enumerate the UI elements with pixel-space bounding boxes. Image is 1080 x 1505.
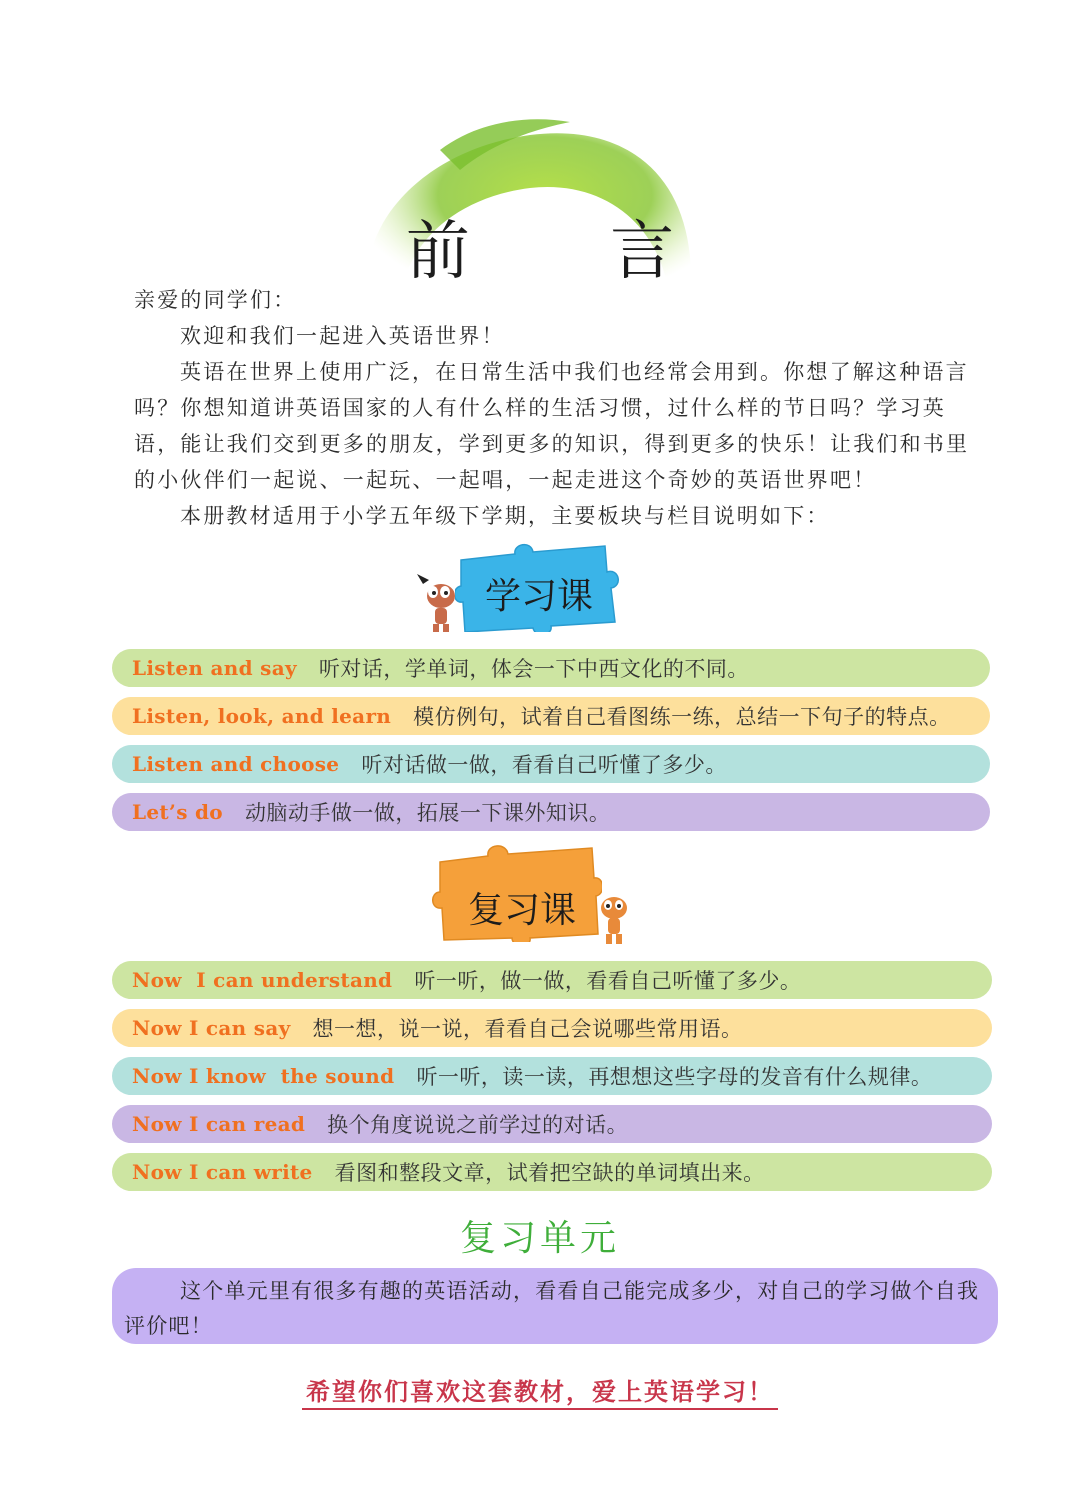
section-description: 动脑动手做一做，拓展一下课外知识。 <box>244 801 611 825</box>
section-name: Let’s do <box>132 800 223 824</box>
greeting: 亲爱的同学们： <box>134 288 297 312</box>
review-badge-label: 复习课 <box>468 890 577 931</box>
study-badge <box>415 542 625 634</box>
section-name: Now I know the sound <box>132 1064 395 1088</box>
scope-text: 本册教材适用于小学五年级下学期，主要板块与栏目说明如下： <box>180 504 830 528</box>
welcome-text: 欢迎和我们一起进入英语世界！ <box>180 324 505 348</box>
section-description: 模仿例句，试着自己看图练一练，总结一下句子的特点。 <box>413 705 951 729</box>
section-description: 看图和整段文章，试着把空缺的单词填出来。 <box>334 1161 765 1185</box>
section-description: 换个角度说说之前学过的对话。 <box>327 1113 629 1137</box>
review-badge <box>432 842 642 946</box>
unit-title: 复习单元 <box>459 1218 620 1259</box>
section-description: 想一想，说一说，看看自己会说哪些常用语。 <box>312 1017 743 1041</box>
section-name: Now I can read <box>132 1112 306 1136</box>
list-item <box>112 961 992 999</box>
unit-description-box <box>112 1268 998 1344</box>
list-item <box>112 649 990 687</box>
section-name: Listen and say <box>132 656 297 680</box>
section-name: Now I can write <box>132 1160 313 1184</box>
list-item <box>112 1057 992 1095</box>
section-name: Now I can say <box>132 1016 291 1040</box>
closing-text: 希望你们喜欢这套教材，爱上英语学习！ <box>302 1378 778 1410</box>
closing-line <box>0 1372 1080 1407</box>
section-description: 听对话做一做，看看自己听懂了多少。 <box>361 753 727 777</box>
unit-description: 这个单元里有很多有趣的英语活动，看看自己能完成多少，对自己的学习做个自我评价吧！ <box>124 1279 980 1338</box>
section-name: Listen and choose <box>132 752 340 776</box>
section-description: 听一听，做一做，看看自己听懂了多少。 <box>414 969 802 993</box>
section-description: 听对话，学单词，体会一下中西文化的不同。 <box>318 657 749 681</box>
list-item <box>112 1153 992 1191</box>
list-item <box>112 697 990 735</box>
cartoon-mascot-icon <box>590 888 640 946</box>
list-item <box>112 1105 992 1143</box>
study-badge-label: 学习课 <box>485 576 594 617</box>
list-item <box>112 1009 992 1047</box>
section-name: Listen, look, and learn <box>132 704 392 728</box>
section-description: 听一听，读一读，再想想这些字母的发音有什么规律。 <box>416 1065 933 1089</box>
intro-paragraph: 英语在世界上使用广泛，在日常生活中我们也经常会用到。你想了解这种语言吗？你想知道讲英语国家的人有什么样的生活习惯，过什么样的节日吗？学习英语，能让我们交到更多的朋友，学到更多的知识，得到更多的快乐！让我们和书里的小伙伴们一起说、一起玩、一起唱，一起走进这个奇妙的英语世界吧！ <box>134 360 970 492</box>
section-name: Now I can understand <box>132 968 393 992</box>
list-item <box>112 745 990 783</box>
page-title: 前 言 <box>405 215 735 289</box>
list-item <box>112 793 990 831</box>
